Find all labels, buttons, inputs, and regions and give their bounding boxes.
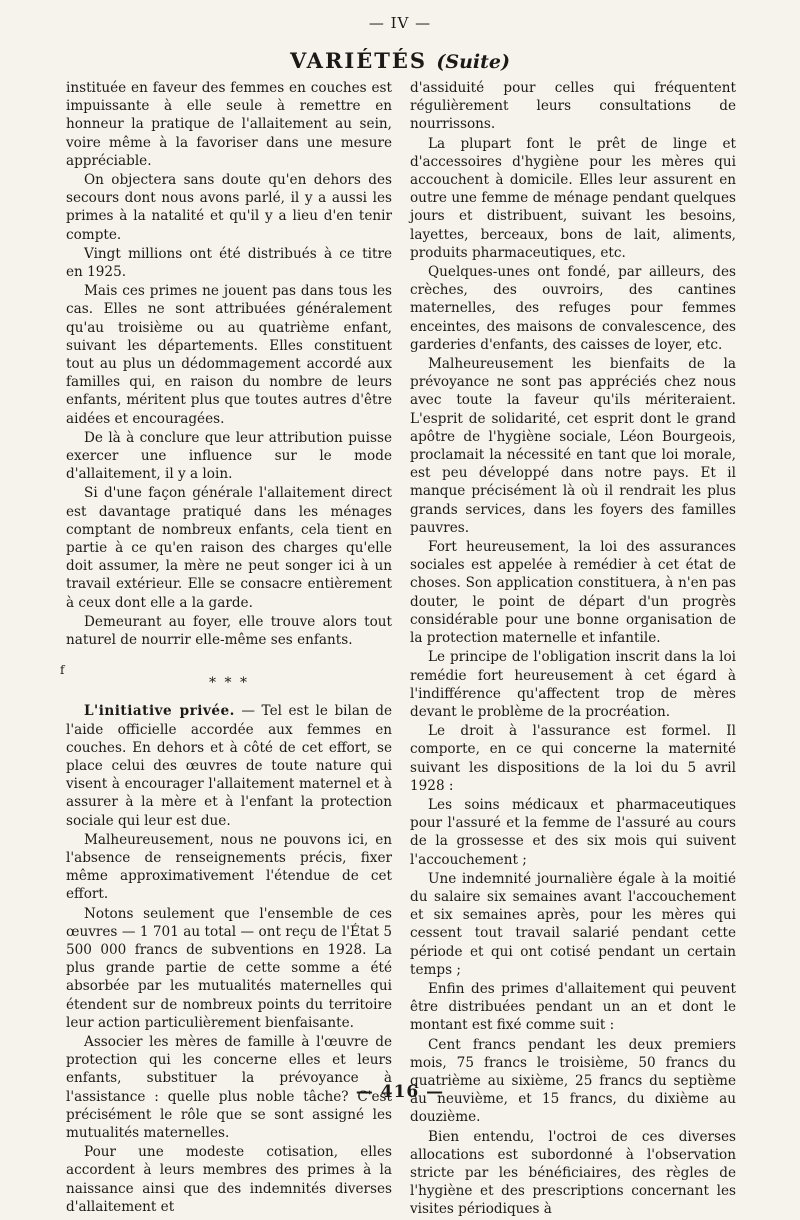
page-number: — 416 — <box>355 1082 445 1102</box>
section-heading: L'initiative privée. <box>84 703 235 720</box>
paragraph: Si d'une façon générale l'allaitement direct est davantage pratiqué dans les ménages comptant de nombreux enfants, cela tient en partie à ce qu'en raison des charges qu'elle doit assumer, la mère ne peut songer ici à un travail extérieur. Elle se consacre entièrement à ceux dont elle a la garde. <box>66 485 392 611</box>
paragraph: Cent francs pendant les deux premiers mois, 75 francs le troisième, 50 francs du quatrième au sixième, 25 francs du septième au neuvième, et 15 francs, du dixième au douzième. <box>410 1036 736 1126</box>
paragraph: Enfin des primes d'allaitement qui peuvent être distribuées pendant un an et dont le montant est fixé comme suit : <box>410 980 736 1034</box>
paragraph: La plupart font le prêt de linge et d'accessoires d'hygiène pour les mères qui accouchent à domicile. Elles leur assurent en outre une femme de ménage pendant quelques jours et distribuent, suivant les besoins, layettes, berceaux, bons de lait, aliments, produits pharmaceutiques, etc. <box>410 135 736 261</box>
paragraph: Mais ces primes ne jouent pas dans tous les cas. Elles ne sont attribuées généralement qu'au troisième ou au quatrième enfant, suivant les départements. Elles constituent tout au plus un dédommagement accordé aux familles qui, en raison du nombre de leurs enfants, méritent plus que toutes autres d'être aidées et encouragées. <box>66 283 392 427</box>
section-first-text: — Tel est le bilan de l'aide officielle accordée aux femmes en couches. En dehors et à côté de cet effort, se place celui des œuvres de toute nature qui visent à encourager l'allaitement maternel et à assurer à la mère et à l'enfant la protection sociale qui leur est due. <box>66 703 392 829</box>
right-column <box>410 79 736 1220</box>
page-title <box>0 48 800 73</box>
section-paragraph <box>66 702 392 829</box>
paragraph: De là à conclure que leur attribution puisse exercer une influence sur le mode d'allaitement, il y a loin. <box>66 429 392 483</box>
left-column <box>60 79 392 1217</box>
paragraph: Bien entendu, l'octroi de ces diverses allocations est subordonné à l'observation stricte par les bénéficiaires, des règles de l'hygiène et des prescriptions concernant les visites périodiques à <box>410 1128 736 1218</box>
paragraph: Demeurant au foyer, elle trouve alors tout naturel de nourrir elle-même ses enfants. <box>66 613 392 649</box>
page-roman-numeral: — IV — <box>368 14 432 32</box>
paragraph: instituée en faveur des femmes en couches est impuissante à elle seule à remettre en honneur la pratique de l'allaitement au sein, voire même à la favoriser dans une mesure appréciable. <box>66 80 392 169</box>
title-suffix: (Suite) <box>436 51 510 73</box>
paragraph: Malheureusement, nous ne pouvons ici, en l'absence de renseignements précis, fixer même approximativement l'étendue de cet effort. <box>66 831 392 903</box>
paragraph: Pour une modeste cotisation, elles accordent à leurs membres des primes à la naissance ainsi que des indemnités diverses d'allaitement et <box>66 1144 392 1215</box>
paragraph: Le principe de l'obligation inscrit dans la loi remédie fort heureusement à cet égard à l'indifférence qu'affectent trop de mères devant le problème de la procréation. <box>410 649 736 720</box>
margin-mark: f <box>60 663 65 678</box>
paragraph: d'assiduité pour celles qui fréquentent régulièrement leurs consultations de nourrissons. <box>410 80 736 133</box>
paragraph: Le droit à l'assurance est formel. Il comporte, en ce qui concerne la maternité suivant les dispositions de la loi du 5 avril 1928 : <box>410 723 736 794</box>
paragraph: Malheureusement les bienfaits de la prévoyance ne sont pas appréciés chez nous avec toute la faveur qu'ils mériteraient. L'esprit de solidarité, cet esprit dont le grand apôtre de l'hygiène sociale, Léon Bourgeois, proclamait la nécessité en tant que loi morale, est peu développé dans notre pays. Et il manque précisément là où il rendrait les plus grands services, dans les foyers des familles pauvres. <box>410 356 736 536</box>
paragraph: Une indemnité journalière égale à la moitié du salaire six semaines avant l'accouchement et six semaines après, pour les mères qui cessent tout travail salarié pendant cette période et qui ont cotisé pendant un certain temps ; <box>410 870 736 978</box>
title-text: VARIÉTÉS <box>290 48 428 73</box>
paragraph: On objectera sans doute qu'en dehors des secours dont nous avons parlé, il y a aussi les primes à la natalité et qu'il y a lieu d'en tenir compte. <box>66 172 392 243</box>
paragraph: Associer les mères de famille à l'œuvre de protection qui les concerne elles et leurs enfants, substituer la prévoyance à l'assistance : quelle plus noble tâche? C'est précisément le rôle que se sont assigné les mutualités maternelles. <box>66 1033 392 1141</box>
paragraph: Vingt millions ont été distribués à ce titre en 1925. <box>66 245 392 281</box>
paragraph: Notons seulement que l'ensemble de ces œuvres — 1 701 au total — ont reçu de l'État 5 500 000 francs de subventions en 1928. La plus grande partie de cette somme a été absorbée par les mutualités maternelles qui étendent sur de nombreux points du territoire leur action particulièrement bienfaisante. <box>66 905 392 1031</box>
paragraph: Fort heureusement, la loi des assurances sociales est appelée à remédier à cet état de choses. Son application constituera, à n'en pas douter, le point de départ d'un progrès considérable pour une bonne organisation de la protection maternelle et infantile. <box>410 539 736 647</box>
section-separator: * * * <box>209 675 249 692</box>
paragraph: Quelques-unes ont fondé, par ailleurs, des crèches, des ouvroirs, des cantines maternelles, des refuges pour femmes enceintes, des maisons de convalescence, des garderies d'enfants, des caisses de loyer, etc. <box>410 264 736 353</box>
paragraph: Les soins médicaux et pharmaceutiques pour l'assuré et la femme de l'assuré au cours de la grossesse et des six mois qui suivent l'accouchement ; <box>410 796 736 868</box>
